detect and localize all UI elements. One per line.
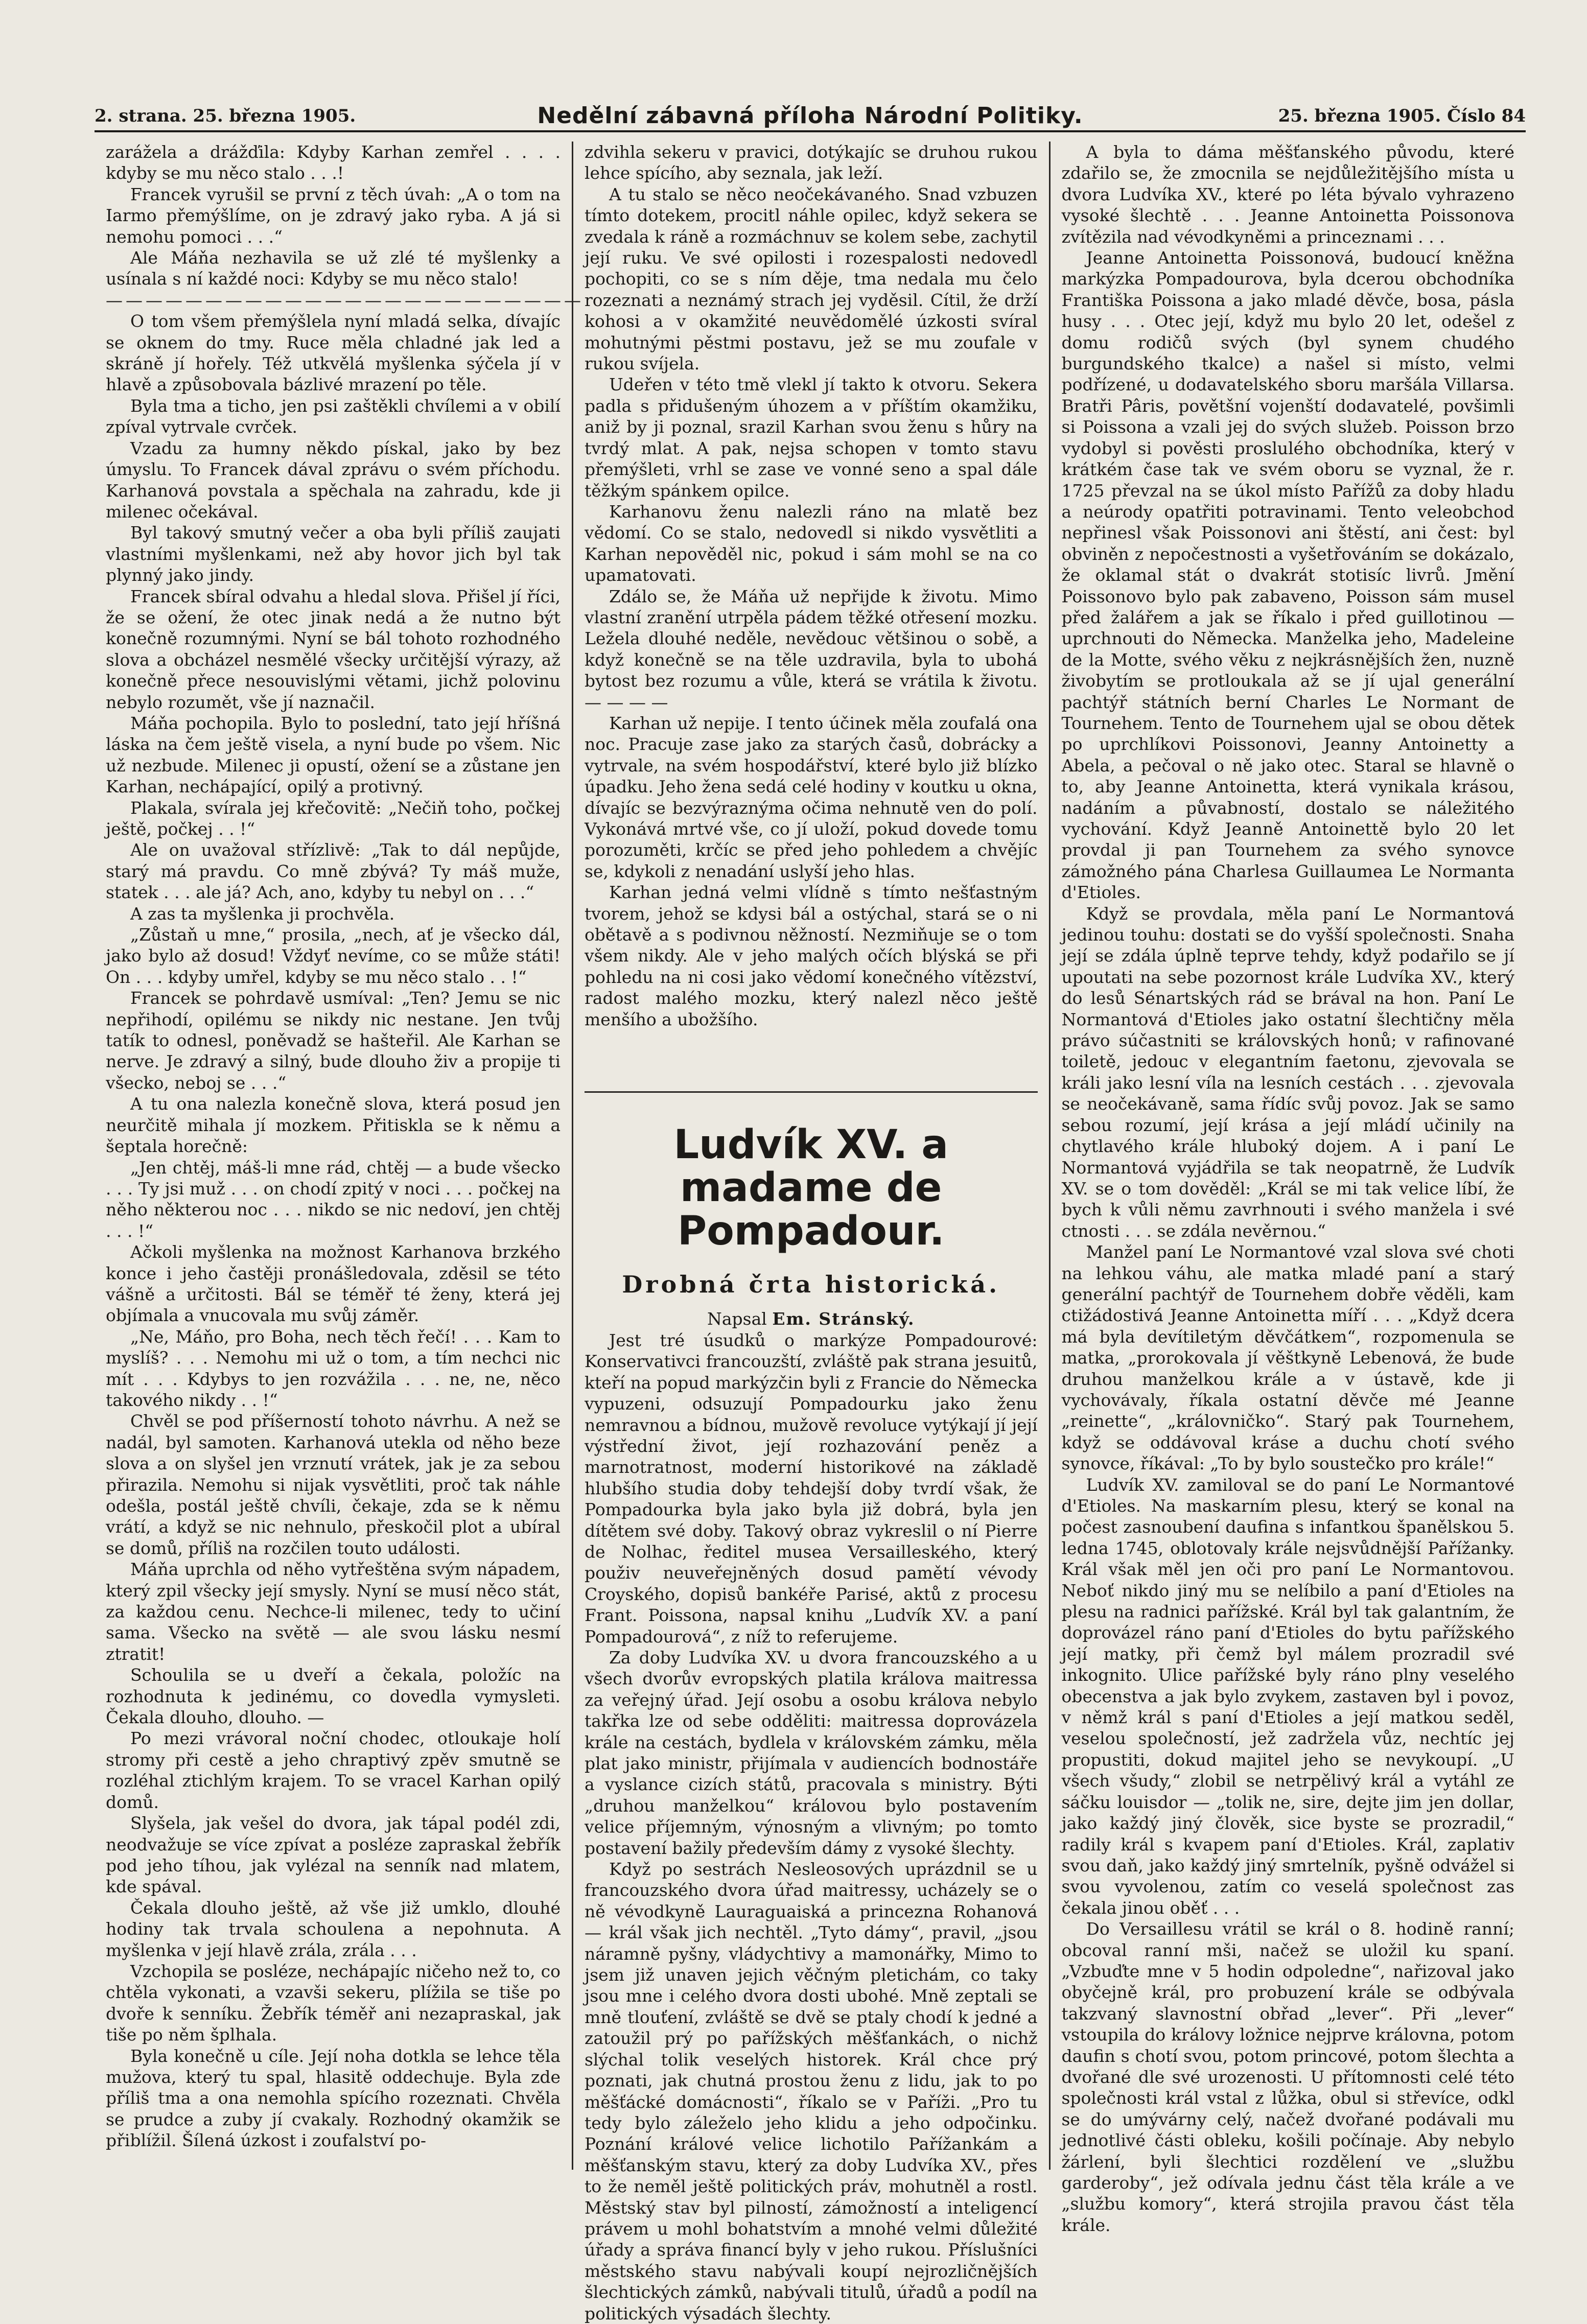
paragraph: Slyšela, jak vešel do dvora, jak tápal podél zdi, neodvažuje se více zpívat a posléze zapraskal žebřík pod jeho tíhou, jak vylézal na senník nad mlatem, kde spával. <box>106 1813 561 1897</box>
paragraph: Manžel paní Le Normantové vzal slova své choti na lehkou váhu, ale matka mladé paní a starý generální pachtýř de Tournehem dobře věděli, kam ctižádostivá Jeanne Antoinetta míří . . . „Když dcera má byla devítiletým děvčátkem“, rozpomenula se matka, „prorokovala jí věštkyně Lebenová, že bude druhou manželkou krále a v ústavě, kde ji vychovávaly, říkala ostatní děvče mé Jeanne „reinette“, „královničko“. Starý pak Tournehem, když se oddávoval kráse a duchu chotí svého synovce, říkával: „To by bylo soustečko pro krále!“ <box>1061 1242 1514 1474</box>
running-head <box>95 105 1526 132</box>
column-1 <box>95 142 584 2170</box>
paragraph: Ale on uvažoval střízlivě: „Tak to dál nepůjde, starý má pravdu. Co mně zbývá? Ty máš muže, statek . . . ale já? Ach, ano, kdyby tu nebyl on . . .“ <box>106 840 561 903</box>
paragraph: Za doby Ludvíka XV. u dvora francouzského a u všech dvorův evropských platila králova maitressa za veřejný úřad. Její osobu a osobu králova nebylo takřka lze od sebe odděliti: maitressa doprovázela krále na cestách, bydlela v královském zámku, měla plat jako ministr, přijímala v audiencích bodnostáře a vyslance cizích států, pracovala s ministry. Býti „druhou manželkou“ královou bylo postavením velice příjemným, výnosným a vlivným; po tomto postavení bažily především dámy z vysoké šlechty. <box>585 1647 1038 1858</box>
column-3 <box>1049 142 1526 2235</box>
paragraph: Francek vyrušil se první z těch úvah: „A o tom na Iarmo přemýšlíme, on je zdravý jako ryba. A já si nemohu pomoci . . .“ <box>106 184 561 247</box>
paragraph: A tu ona nalezla konečně slova, která posud jen neurčitě mihala jí mozkem. Přitiskla se k němu a šeptala horečně: <box>106 1094 561 1157</box>
paragraph: Zdálo se, že Máňa už nepřijde k životu. Mimo vlastní zranění utrpěla pádem těžké otřesení mozku. Ležela dlouhé neděle, nevědouc většinou o sobě, a když konečně se na těle uzdravila, byla to ubohá bytost bez rozumu a vůle, která se vrátila k životu. — — — — <box>585 586 1038 712</box>
paragraph: zarážela a drážďila: Kdyby Karhan zemřel . . . . kdyby se mu něco stalo . . .! <box>106 142 561 183</box>
page-date-left: 2. strana. 25. března 1905. <box>95 106 356 126</box>
paragraph: Karhanovu ženu nalezli ráno na mlatě bez vědomí. Co se stalo, nedovedl si nikdo vysvětliti a Karhan nepověděl nic, pokud i sám mohl se na co upamatovati. <box>585 501 1038 585</box>
paragraph: Po mezi vrávoral noční chodec, otloukaje holí stromy při cestě a jeho chraptivý zpěv smutně se rozléhal ztichlým krajem. To se vracel Karhan opilý domů. <box>106 1728 561 1812</box>
issue-number: 25. března 1905. Číslo 84 <box>1278 106 1526 126</box>
byline-author: Em. Stránský. <box>772 1309 915 1329</box>
paragraph: Ludvík XV. zamiloval se do paní Le Normantové d'Etioles. Na maskarním plesu, který se konal na počest zasnoubení daufina s infantkou španělskou 5. ledna 1745, oblotovaly krále nejsvůdnější Pařížanky. Král však měl jen oči pro paní Le Normantovou. Neboť nikdo jiný mu se nelíbilo a paní d'Etioles na plesu na radnici pařížské. Král byl tak galantním, že doprovázel ráno paní d'Etioles do bytu pařížského její matky, při čemž byl málem prozradil své inkognito. Ulice pařížské byly ráno plny veselého obecenstva a jak bylo zvykem, zastaven byl i povoz, v němž král s paní d'Etioles a její matkou seděl, veselou společností, jež zadržela vůz, nechtíc jej propustiti, dokud majitel jeho se nevykoupí. „U všech všudy,“ zlobil se netrpělivý král a vytáhl ze sáčku louisdor — „tolik ne, sire, dejte jim jen dollar, jako každý jiný člověk, sice byste se prozradil,“ radily král s kvapem paní d'Etioles. Král, zaplativ svou daň, jako každý jiný smrtelník, pyšně odvážel si svou vyvolenou, zatím co veselá společnost zas čekala jinou oběť . . . <box>1061 1474 1514 1918</box>
paragraph: Ale Máňa nezhavila se už zlé té myšlenky a usínala s ní každé noci: Kdyby se mu něco stalo! <box>106 248 561 289</box>
column-2 <box>572 142 1049 2323</box>
publication-title: Nedělní zábavná příloha Národní Politiky. <box>537 103 1083 129</box>
byline-prefix: Napsal <box>707 1309 767 1329</box>
article-title: Ludvík XV. a madame de Pompadour. <box>673 1122 949 1254</box>
paragraph: O tom všem přemýšlela nyní mladá selka, dívajíc se oknem do tmy. Ruce měla chladné jak led a skráně jí hořely. Též utkvělá myšlenka sýčela jí v hlavě a způsobovala bázlivé mrazení po těle. <box>106 311 561 395</box>
paragraph: Máňa pochopila. Bylo to poslední, tato její hříšná láska na čem ještě visela, a nyní bude po všem. Nic už nezbude. Milenec ji opustí, ožení se a zůstane jen Karhan, nechápající, opilý a protivný. <box>106 713 561 797</box>
dash-separator: ———————————————————————— <box>106 290 584 310</box>
paragraph: Karhan už nepije. I tento účinek měla zoufalá ona noc. Pracuje zase jako za starých časů, dobrácky a vytrvale, na svém hospodářství, které bylo již blízko úpadku. Jeho žena sedá celé hodiny v koutku u okna, dívajíc se bezvýraznýma očima nehnutě ven do polí. Vykonává mrtvé vše, co jí uloží, pokud dovede tomu porozuměti, krčíc se před jeho pohledem a chvějíc se, kdykoli z nenadání uslyší jeho hlas. <box>585 713 1038 881</box>
paragraph: A tu stalo se něco neočekávaného. Snad vzbuzen tímto dotekem, procitl náhle opilec, když sekera se zvedala k ráně a rozmáchnuv se kolem sebe, zachytil její ruku. Ve své opilosti i rozespalosti nedovedl pochopiti, co se s ním děje, tma nedala mu čelo rozeznati a neznámý strach jej vyděsil. Cítil, že drží kohosi a v okamžité neuvědomělé úzkosti svíral mohutnými pěstmi postavu, jež se mu zoufale v rukou svíjela. <box>585 184 1038 374</box>
paragraph: „Ne, Máňo, pro Boha, nech těch řečí! . . . Kam to myslíš? . . . Nemohu mi už o tom, a tím nechci nic mít . . . Kdybys to jen rozvážila . . . ne, ne, něco takového nikdy . . !“ <box>106 1326 561 1410</box>
paragraph: Schoulila se u dveří a čekala, položíc na rozhodnuta k jedinému, co dovedla vymysleti. Čekala dlouho, dlouho. — <box>106 1665 561 1728</box>
paragraph: Čekala dlouho ještě, až vše již umklo, dlouhé hodiny tak trvala schoulena a nepohnuta. A myšlenka v její hlavě zrála, zrála . . . <box>106 1897 561 1960</box>
paragraph: Byla tma a ticho, jen psi zaštěkli chvílemi a v obilí zpíval vytrvale cvrček. <box>106 395 561 437</box>
paragraph: zdvihla sekeru v pravici, dotýkajíc se druhou rukou lehce spícího, aby seznala, jak leží. <box>585 142 1038 183</box>
paragraph: Francek se pohrdavě usmíval: „Ten? Jemu se nic nepřihodí, opilému se nikdy nic nestane. Jen tvůj tatík to odnesl, poněvadž se hašteřil. Ale Karhan se nerve. Je zdravý a silný, bude dlouho živ a propije ti všecko, neboj se . . .“ <box>106 988 561 1093</box>
paragraph: Jest tré úsudků o markýze Pompadourové: Konservativci francouzští, zvláště pak strana jesuitů, kteří na popud markýzčin byli z Francie do Německa vypuzeni, odsuzují Pompadourku jako ženu nemravnou a bídnou, mužově revoluce vytýkají jí její výstřední život, její rozhazování peněz a marnotratnost, moderní historikové na základě hlubšího studia doby tehdejší doby tvrdí však, že Pompadourka byla jako byla již dobrá, byla jen dítětem své doby. Takový obraz vykreslil o ní Pierre de Nolhac, ředitel musea Versailleského, který použiv neuveřejněných dosud pamětí vévody Croyského, dopisů bankéře Parisé, aktů z procesu Frant. Poissona, napsal knihu „Ludvík XV. a paní Pompadourová“, z níž to referujeme. <box>585 1330 1038 1647</box>
paragraph: „Jen chtěj, máš-li mne rád, chtěj — a bude všecko . . . Ty jsi muž . . . on chodí zpitý v noci . . . počkej na něho některou noc . . . nikdo se nic nedoví, jen chtěj . . . !“ <box>106 1157 561 1241</box>
paragraph: Francek sbíral odvahu a hledal slova. Přišel jí říci, že se ožení, že otec jinak nedá a že nutno být konečně rozumnými. Nyní se bál tohoto rozhodného slova a obcházel nesmělé všecky určitější výrazy, až konečně přece nesouvislými větami, jichž polovinu nebylo rozumět, vše jí naznačil. <box>106 586 561 712</box>
paragraph: Chvěl se pod příšerností tohoto návrhu. A než se nadál, byl samoten. Karhanová utekla od něho beze slova a on slyšel jen vrznutí vrátek, jak je za sebou přirazila. Nemohu si nijak vysvětliti, proč tak náhle odešla, postál ještě chvíli, čekaje, zda se k němu vrátí, a když se nic nehnulo, přeskočil plot a ubíral se domů, příliš na rozčilen touto události. <box>106 1411 561 1558</box>
paragraph: Vzadu za humny někdo pískal, jako by bez úmyslu. To Francek dával zprávu o svém příchodu. Karhanová povstala a spěchala na zahradu, kde ji milenec očekával. <box>106 438 561 522</box>
paragraph: Byla konečně u cíle. Její noha dotkla se lehce těla mužova, který tu spal, hlasitě oddechuje. Byla zde příliš tma a ona nemohla spícího rozeznati. Chvěla se prudce a zuby jí cvakaly. Rozhodný okamžik se přiblížil. Šílená úzkost i zoufalství po- <box>106 2046 561 2151</box>
paragraph: Plakala, svírala jej křečovitě: „Nečiň toho, počkej ještě, počkej . . !“ <box>106 797 561 839</box>
paragraph: Karhan jedná velmi vlídně s tímto nešťastným tvorem, jehož se kdysi bál a ostýchal, stará se o ni obětavě a s podivnou něžností. Nezmiňuje se o tom všem nikdy. Ale v jeho malých očích blýská se při pohledu na ni cosi jako vědomí konečného vítězství, radost malého mozku, který nalezl něco ještě menšího a ubožšího. <box>585 882 1038 1029</box>
paragraph: Když po sestrách Nesleosových uprázdnil se u francouzského dvora úřad maitressy, ucházely se o ně vévodkyně Lauraguaiská a princezna Rohanová — král však jich nechtěl. „Tyto dámy“, pravil, „jsou náramně pyšny, vládychtivy a mamonářky, Mimo to jsem již unaven jejich věčným pletichám, co taky jsou mne i celého dvora dosti ubohé. Mně zeptali se mně tlouťení, zvláště se dvě se ptaly chodí k jedné a zatoužil prý po pařížských měšťankách, o nichž slýchal tolik veselých historek. Král chce prý poznati, jak chutná prostou ženu z lidu, jak to po měšťácké domácnosti“, říkalo se v Paříži. „Pro tu tedy bylo záleželo jeho klidu a jeho odpočinku. Poznání králové velice lichotilo Pařížankám a měšťanským stavu, který za doby Ludvíka XV., přes to že neměl ještě politických práv, mohutněl a rostl. Městský stav byl pilností, zámožností a inteligencí právem u mohl bohatstvím a mnohé velmi důležité úřady a správa financí byly v jeho rukou. Příslušníci městského stavu nabývali koupí nejrozličnějších šlechtických zámků, nabývali titulů, úřadů a podíl na politických výsadách šlechty. <box>585 1859 1038 2323</box>
paragraph: A zas ta myšlenka ji prochvěla. <box>130 903 395 924</box>
article-heading <box>585 1091 1038 1330</box>
paragraph: Když se provdala, měla paní Le Normantová jedinou touhu: dostati se do vyšší společnosti. Snaha její se zdála úplně teprve tehdy, když podařilo se jí upoutati na sebe pozornost krále Ludvíka XV., který do lesů Sénartských rád se brával na hon. Paní Le Normantová d'Etioles jako ostatní šlechtičny měla právo súčastniti se královských honů; v rafinované toiletě, jedouc v elegantním faetonu, zjevovala se králi jako lesní víla na lesních cestách . . . zjevovala se neočekávaně, sama řídíc svůj povoz. Jak se samo sebou rozumí, její krása a její mládí učinily na chytlavého krále hluboký dojem. A i paní Le Normantová vyjádřila se tak neopatrně, že Ludvík XV. se o tom dověděl: „Král se mi tak velice líbí, že bych k vůli němu zavrhnouti i svého manžela i své ctnosti . . . se zdála nevěrnou.“ <box>1061 903 1514 1241</box>
paragraph: Jeanne Antoinetta Poissonová, budoucí kněžna markýzka Pompadourova, byla dcerou obchodníka Františka Poissona a jako mladé děvče, bosa, pásla husy . . . Otec její, když mu bylo 20 let, odešel z domu rodičů svých (byl synem chudého burgundského tkalce) a našel si místo, velmi podřízené, u dodavatelského sboru maršála Villarsa. Bratři Pâris, povětšní vojenští dodavatelé, povšimli si Poissona a vzali jej do svých služeb. Poisson brzo vydobyl si pověsti proslulého obchodníka, který v krátkém čase tak ve svém oboru se vyznal, že r. 1725 převzal na se úkol místo Pařížů za doby hladu a neúrody opatřiti potravinami. Tento veleobchod nepřinesl však Poissonovi ani štěstí, ani čest: byl obviněn z nepočestnosti a vyšetřováním se dokázalo, že oklamal stát o dvakrát stotisíc livrů. Jmění Poissonovo bylo pak zabaveno, Poisson sám musel před žalářem a jak se říkalo i před guillotinou — uprchnouti do Německa. Manželka jeho, Madeleine de la Motte, svého věku z nejkrásnějších žen, nuzně živobytím se protloukala až se jí ujal generální pachtýř státních berní Charles Le Normant de Tournehem. Tento de Tournehem ujal se obou dětek po uprchlíkovi Poissonovi, Jeanny Antoinetty a Abela, a pečoval o ně jako otec. Staral se hlavně o to, aby Jeanne Antoinetta, která vynikala krásou, nadáním a půvabností, dostalo se náležitého vychování. Když Jeanně Antoinettě bylo 20 let provdal ji pan Tournehem za svého synovce zámožného pána Charlesa Guillaumea Le Normanta d'Etioles. <box>1061 248 1514 903</box>
paragraph: „Zůstaň u mne,“ prosila, „nech, ať je všecko dál, jako bylo až dosud! Vždyť nevíme, co se může státi! On . . . kdyby umřel, kdyby se mu něco stalo . . !“ <box>106 925 561 987</box>
article-byline <box>585 1308 1038 1329</box>
paragraph: A byla to dáma měšťanského původu, které zdařilo se, že zmocnila se nejdůležitějšího místa u dvora Ludvíka XV., které po léta bývalo vyhrazeno vysoké šlechtě . . . Jeanne Antoinetta Poissonova zvítězila nad vévodkyněmi a princeznami . . . <box>1061 142 1514 247</box>
paragraph: Udeřen v této tmě vlekl jí takto k otvoru. Sekera padla s přidušeným úhozem a v příštím okamžiku, aniž by ji poznal, srazil Karhan svou ženu s hůry na tvrdý mlat. A pak, nejsa schopen v tomto stavu přemýšleti, vrhl se zase ve vonné seno a spal dále těžkým spánkem opilce. <box>585 374 1038 501</box>
paragraph: Ačkoli myšlenka na možnost Karhanova brzkého konce i jeho častěji pronášledovala, zděsil se této vášně a určitosti. Bál se téměř té ženy, která jej objímala a vnucovala mu svůj záměr. <box>106 1242 561 1326</box>
article-subtitle: Drobná črta historická. <box>622 1270 1000 1298</box>
paragraph: Máňa uprchla od něho vytřeštěna svým nápadem, který zpil všecky její smysly. Nyní se musí něco stát, za každou cenu. Nechce-li milenec, tedy to učiní sama. Všecko na světě — ale svou lásku nesmí ztratit! <box>106 1559 561 1664</box>
paragraph: Byl takový smutný večer a oba byli příliš zaujati vlastními myšlenkami, než aby hovor jich byl tak plynný jako jindy. <box>106 523 561 585</box>
paragraph: Do Versaillesu vrátil se král o 8. hodině ranní; obcoval ranní mši, načež se uložil ku spaní. „Vzbuďte mne v 5 hodin odpoledne“, nařizoval jako obyčejně král, pro probuzení krále se odbývala takzvaný slavnostní obřad „lever“. Při „lever“ vstoupila do královy ložnice nejprve královna, potom daufin s chotí svou, potom princové, potom šlechta a dvořané dle své urozenosti. U přítomnosti celé této společnosti král vstal z lůžka, obul si střevíce, odkl se do umývárny celý, načež dvořané podávali mu jednotlivé části obleku, košili počínaje. Aby nebylo žárlení, byli šlechtici rozdělení ve „službu garderoby“, jež odívala jednu část těla krále a ve „službu komory“, která strojila pravou část těla krále. <box>1061 1919 1514 2235</box>
text-columns <box>95 142 1526 2323</box>
paragraph: Vzchopila se posléze, nechápajíc ničeho než to, co chtěla vykonati, a vzavši sekeru, plížila se tiše po dvoře k senníku. Žebřík téměř ani nezapraskal, jak tiše po něm šplhala. <box>106 1961 561 2045</box>
